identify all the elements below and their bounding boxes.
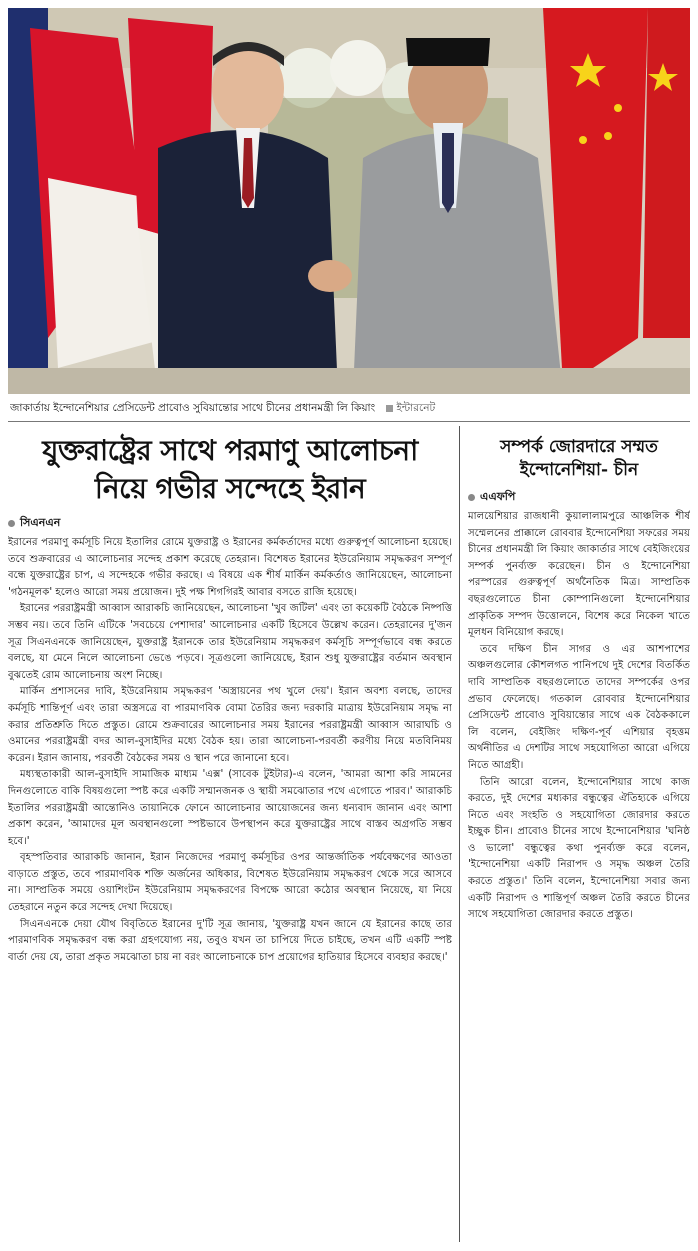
right-source-name: এএফপি (480, 490, 516, 503)
left-headline (8, 432, 452, 508)
left-paragraph: ইরানের পররাষ্ট্রমন্ত্রী আব্বাস আরাকচি জানিয়েছেন, আলোচনা 'খুব জটিল' এবং তা কয়েকটি বৈঠকে নিষ্পত্তি সম্ভব নয়। তবে তিনি এটিকে 'সবচেয়ে পেশাদার' আলোচনার একটি হিসেবে উল্লেখ করেন। তেহরানের দু'জন সূত্র সিএনএনকে জানিয়েছেন, যুক্তরাষ্ট্র ইরানকে তার ইউরেনিয়াম সমৃদ্ধকরণ কর্মসূচি সম্পূর্ণভাবে বন্ধ করতে বলছে, যা মেনে নিলে আলোচনা ভেঙে পড়বে। সূত্রগুলো জানিয়েছে, ইরান শুধু যুক্তরাষ্ট্রের বর্তমান অবস্থান বুঝতেই রোম আলোচনায় অংশ নিচ্ছে। (8, 603, 452, 681)
right-paragraph: তবে দক্ষিণ চীন সাগর ও এর আশপাশের অঞ্চলগুলোর কৌশলগত পানিপথে দুই দেশের বিতর্কিত দাবি সাম্প্রতিক বছরগুলোতে তাদের সম্পর্কের ওপর প্রভাব ফেলেছে। গতকাল রোববার ইন্দোনেশিয়ার প্রেসিডেন্ট প্রাবোও সুবিয়ান্তোর সাথে এক বৈঠককালে লি বলেন, বেইজিং দক্ষিণ-পূর্ব এশিয়ার বৃহত্তম অর্থনীতির এ দেশটির সাথে সহযোগিতা আরো এগিয়ে নিতে আগ্রহী। (468, 643, 690, 771)
right-headline (468, 436, 690, 482)
left-paragraph: মধ্যস্থতাকারী আল-বুসাইদি সামাজিক মাধ্যম 'এক্স' (সাবেক টুইটার)-এ বলেন, 'আমরা আশা করি সামনের দিনগুলোতে বাকি বিষয়গুলো স্পষ্ট করে একটি সম্মানজনক ও স্থায়ী সমঝোতার পথে এগোতে পারব।' আরাকচি ইতালির পররাষ্ট্রমন্ত্রী আন্তোনিও তায়ানিকে ফোনে আলোচনার আয়োজনের জন্য ধন্যবাদ জানান এবং আশা প্রকাশ করেন, 'আমাদের মূল অবস্থানগুলো স্পষ্টভাবে উপস্থাপন করে যুক্তরাষ্ট্রের সাথে বাস্তব অগ্রগতি সম্ভব হবে।' (8, 769, 452, 847)
photo-caption-text: জাকার্তায় ইন্দোনেশিয়ার প্রেসিডেন্ট প্রাবোও সুবিয়ান্তোর সাথে চীনের প্রধানমন্ত্রী লি কিয়াং (10, 402, 376, 414)
left-paragraph: মার্কিন প্রশাসনের দাবি, ইউরেনিয়াম সমৃদ্ধকরণ 'অস্ত্রায়নের পথ খুলে দেয়'। ইরান অবশ্য বলছে, তাদের কর্মসূচি শান্তিপূর্ণ এবং তারা অস্ত্রসত্রে বা পারমাণবিক বোমা তৈরির জন্য দরকারি মাত্রায় ইউরেনিয়াম সমৃদ্ধ না করার প্রতিশ্রুতি দিতে প্রস্তুত। রোমে শুক্রবারের আলোচনার সময় ইরানের পররাষ্ট্রমন্ত্রী আব্বাস আরাঘচি ও ওমানের পররাষ্ট্রমন্ত্রী বদর আল-বুসাইদির মধ্যে বৈঠক হয়। তারা আলোচনা-পরবর্তী করণীয় নিয়ে মতবিনিময় করেন। ইরান জানায়, পরবর্তী বৈঠকের সময় ও স্থান পরে জানানো হবে। (8, 686, 452, 764)
photo-caption (10, 398, 690, 418)
bullet-icon (8, 520, 15, 527)
right-article (468, 426, 690, 1246)
left-source (8, 514, 452, 533)
left-article-body (8, 535, 452, 966)
right-paragraph: মালয়েশিয়ার রাজধানী কুয়ালালামপুরে আঞ্চলিক শীর্ষ সম্মেলনের প্রাক্কালে রোববার ইন্দোনেশিয়া সফরের সময় চীনের প্রধানমন্ত্রী লি কিয়াং জাকার্তার সাথে বেইজিংয়ের সম্পর্ক পুনর্ব্যক্ত করেছেন। চীন ও ইন্দোনেশিয়া পরস্পরের গুরুত্বপূর্ণ অর্থনৈতিক মিত্র। সাম্প্রতিক বছরগুলোতে চীনা কোম্পানিগুলো ইন্দোনেশিয়ার প্রাকৃতিক সম্পদ উত্তোলনে, বিশেষ করে নিকেল খাতে মূলধন বিনিয়োগ করছে। (468, 511, 690, 639)
left-paragraph: ইরানের পরমাণু কর্মসূচি নিয়ে ইতালির রোমে যুক্তরাষ্ট্র ও ইরানের কর্মকর্তাদের মধ্যে গুরুত্বপূর্ণ আলোচনা হয়েছে। তবে শুক্রবারের এ আলোচনার সন্দেহ প্রকাশ করেছে তেহরান। বিশেষত ইরানের ইউরেনিয়াম সমৃদ্ধকরণ সম্পূর্ণ বন্ধে যুক্তরাষ্ট্রের চাপ, এ সন্দেহকে গভীর করছে। এ বিষয়ে এক শীর্ষ মার্কিন কর্মকর্তাও জানিয়েছেন, আলোচনা 'গঠনমূলক' হলেও আরো সময় প্রয়োজন। দুই পক্ষ শিগগিরই আবার বসতে রাজি হয়েছে। (8, 537, 452, 598)
top-divider (8, 421, 690, 422)
handshake-photo-illustration (8, 8, 690, 394)
photo-credit (386, 402, 435, 414)
bullet-icon (468, 494, 475, 501)
square-icon (386, 405, 393, 412)
news-photo (8, 8, 690, 394)
column-divider (459, 426, 460, 1242)
left-headline-line1: যুক্তরাষ্ট্রের সাথে পরমাণু আলোচনা (42, 434, 418, 467)
right-headline-line1: সম্পর্ক জোরদারে সম্মত (500, 437, 658, 457)
right-headline-line2: ইন্দোনেশিয়া- চীন (519, 460, 639, 480)
left-article (8, 426, 452, 1246)
right-article-body (468, 509, 690, 924)
left-headline-line2: নিয়ে গভীর সন্দেহে ইরান (94, 472, 366, 505)
left-paragraph: সিএনএনকে দেয়া যৌথ বিবৃতিতে ইরানের দু'টি সূত্র জানায়, 'যুক্তরাষ্ট্র যখন জানে যে ইরানের কাছে তার পারমাণবিক সমৃদ্ধকরণ বন্ধ করা গ্রহণযোগ্য নয়, তবুও যখন তা চাপিয়ে দিতে চাইছে, তখন এটি একটি স্পষ্ট বার্তা দেয় যে, তারা প্রকৃত সমঝোতা চায় না বরং আলোচনাকে চাপ প্রয়োগের হাতিয়ার হিসেবে ব্যবহার করছে।' (8, 918, 452, 963)
photo-credit-text: ইন্টারনেট (396, 402, 436, 414)
right-source (468, 488, 690, 507)
left-paragraph: বৃহস্পতিবার আরাকচি জানান, ইরান নিজেদের পরমাণু কর্মসূচির ওপর আন্তর্জাতিক পর্যবেক্ষণের আওতা বাড়াতে প্রস্তুত, তবে পারমাণবিক শক্তি অর্জনের অধিকার, বিশেষত ইউরেনিয়াম সমৃদ্ধকরণ থেকে সরে আসবে না। সাম্প্রতিক সময়ে ওয়াশিংটন ইউরেনিয়াম সমৃদ্ধকরণের বিপক্ষে আরো কঠোর অবস্থান নিয়েছে, যা নিয়ে তেহরানে নতুন করে সন্দেহ দেখা দিয়েছে। (8, 852, 452, 914)
right-paragraph: তিনি আরো বলেন, ইন্দোনেশিয়ার সাথে কাজ করতে, দুই দেশের মধ্যকার বন্ধুত্বের ঐতিহ্যকে এগিয়ে নিতে এবং সংহতি ও সহযোগিতা জোরদার করতে ইচ্ছুক চীন। প্রাবোও চীনের সাথে ইন্দোনেশিয়ার 'ঘনিষ্ঠ ও ভালো' বন্ধুত্বের কথা পুনর্ব্যক্ত করে বলেন, 'ইন্দোনেশিয়া একটি নিরাপদ ও সমৃদ্ধ অঞ্চল তৈরি করতে প্রস্তুত।' তিনি বলেন, ইন্দোনেশিয়া সবার জন্য একটি নিরাপদ ও শান্তিপূর্ণ অঞ্চল তৈরি করতে চীনের সাথে সহযোগিতা জোরদার করতে প্রস্তুত। (468, 776, 690, 921)
left-source-name: সিএনএন (20, 516, 61, 529)
